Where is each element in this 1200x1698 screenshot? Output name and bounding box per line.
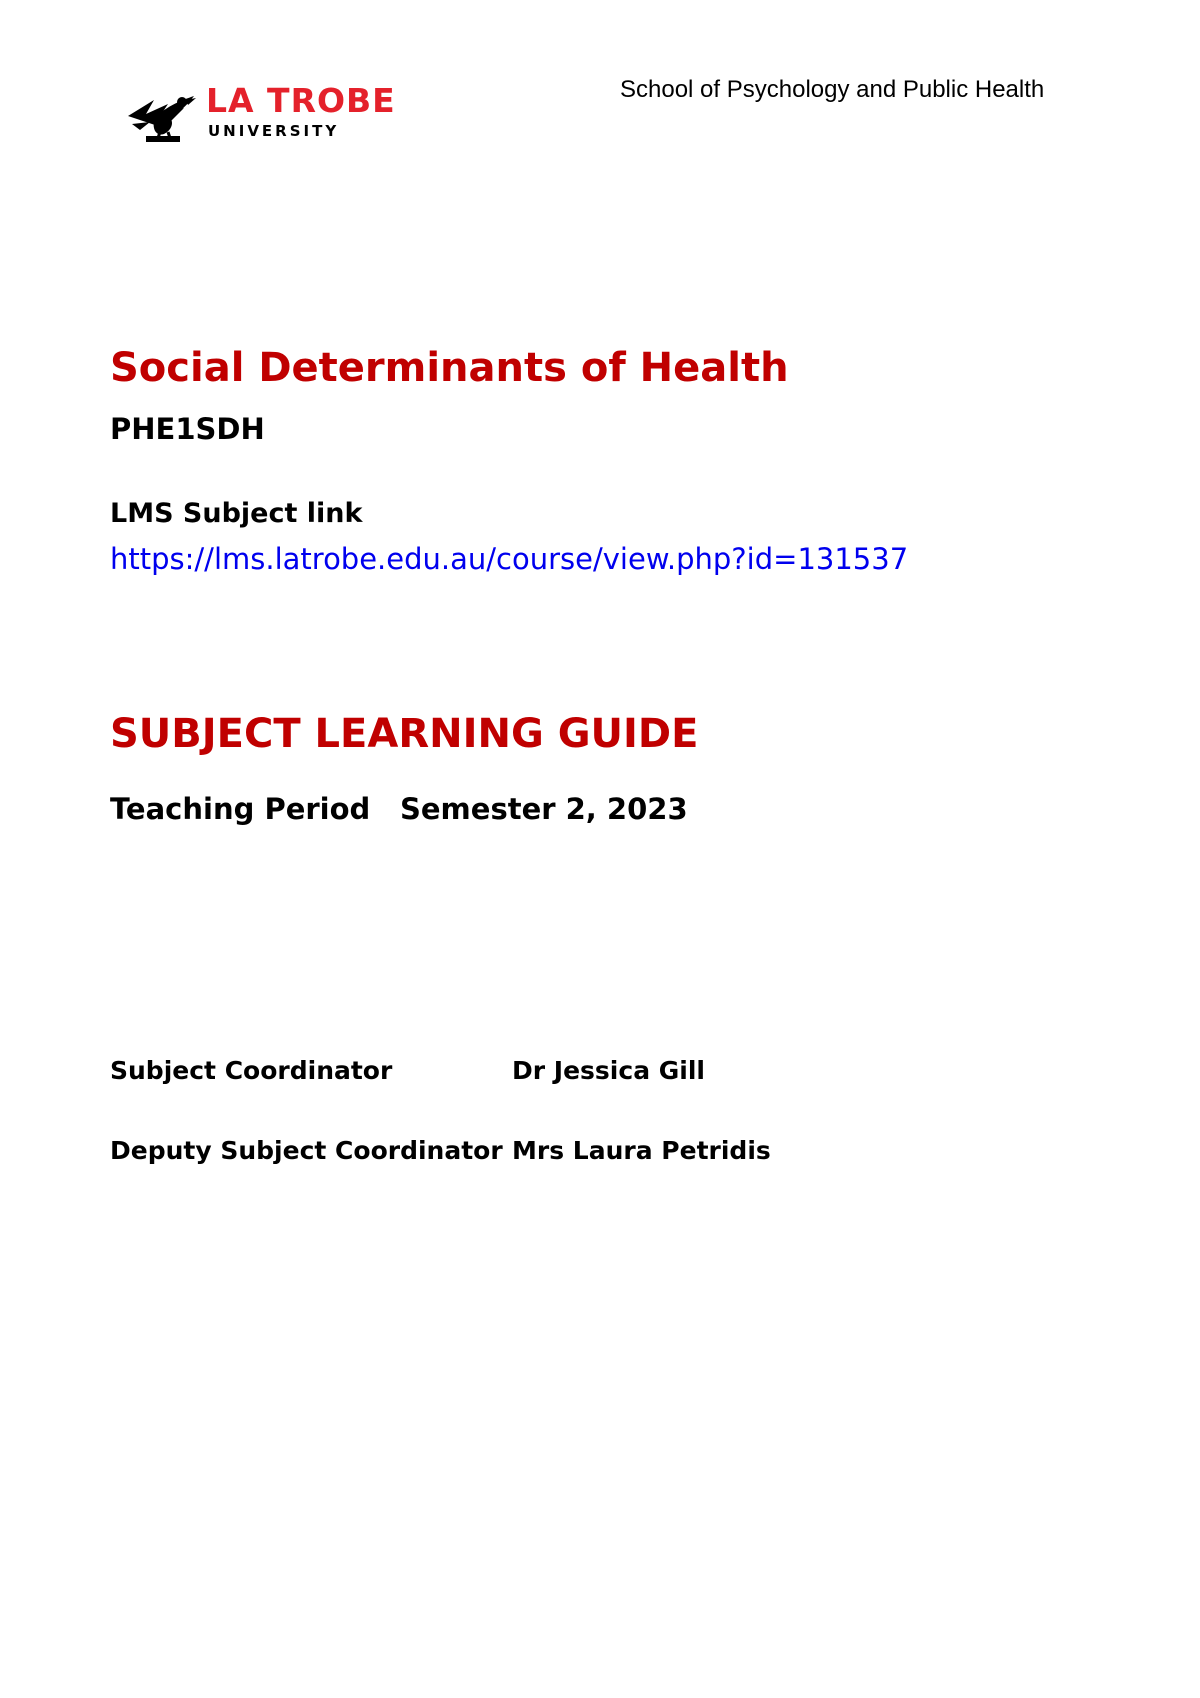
coordinator-label: Subject Coordinator — [110, 1056, 393, 1085]
subject-title: Social Determinants of Health — [110, 345, 789, 391]
lms-subject-link[interactable]: https://lms.latrobe.edu.au/course/view.php?id=131537 — [110, 542, 909, 576]
teaching-period-value: Semester 2, 2023 — [400, 792, 688, 826]
guide-heading: SUBJECT LEARNING GUIDE — [110, 711, 699, 757]
subject-code: PHE1SDH — [110, 412, 265, 446]
deputy-coordinator-name: Mrs Laura Petridis — [512, 1136, 771, 1165]
eagle-emblem-icon — [124, 86, 200, 148]
logo-name: LA TROBE — [206, 81, 396, 120]
logo-subtitle: UNIVERSITY — [208, 122, 340, 140]
coordinator-name: Dr Jessica Gill — [512, 1056, 705, 1085]
school-name: School of Psychology and Public Health — [620, 76, 1045, 103]
lms-link-label: LMS Subject link — [110, 498, 363, 529]
university-logo — [124, 82, 414, 152]
teaching-period-label: Teaching Period — [110, 792, 371, 826]
deputy-coordinator-label: Deputy Subject Coordinator — [110, 1136, 503, 1165]
